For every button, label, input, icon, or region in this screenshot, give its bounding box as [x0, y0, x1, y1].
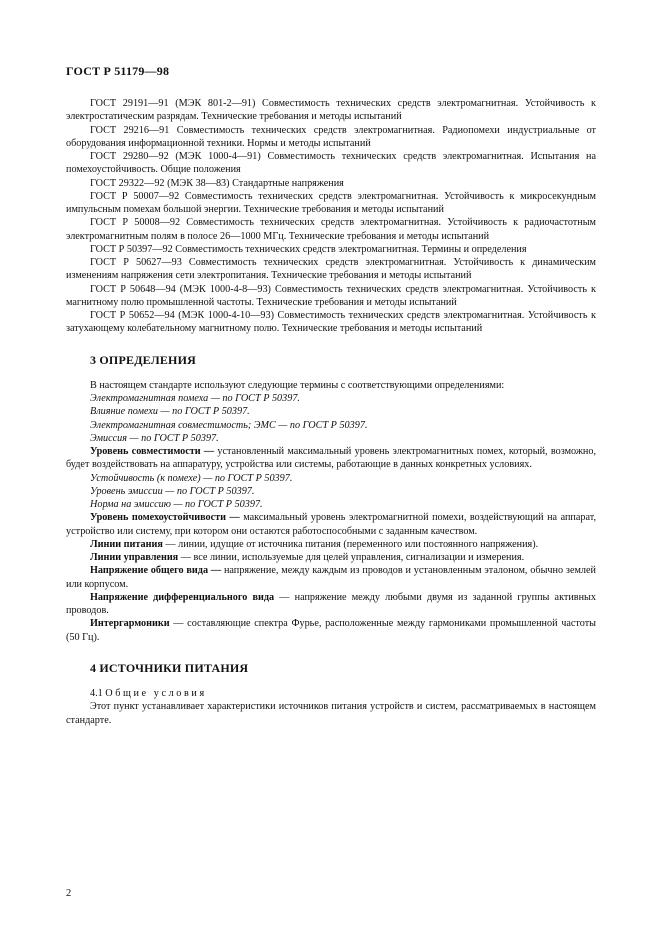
definition-item: [66, 511, 596, 538]
subsection-4-1-text: Этот пункт устанавливает характеристики источников питания устройств и систем, рассматриваемых в настоящем стандарте.: [66, 701, 596, 726]
definition-term: Напряжение общего вида —: [90, 565, 222, 577]
definitions-intro: В настоящем стандарте используют следующие термины с соответствующими определениями:: [90, 379, 505, 391]
section-3-heading: 3 ОПРЕДЕЛЕНИЯ: [90, 352, 196, 367]
term-reference: Электромагнитная совместимость; ЭМС — по ГОСТ Р 50397.: [90, 419, 368, 431]
definition-text: — все линии, используемые для целей управления, сигнализации и измерения.: [178, 552, 525, 563]
term-reference: Устойчивость (к помехе) — по ГОСТ Р 50397.: [90, 472, 293, 484]
definition-term: Напряжение дифференциального вида: [90, 591, 275, 603]
definition-term: Уровень помехоустойчивости —: [90, 512, 240, 524]
document-code-header: ГОСТ Р 51179—98: [66, 64, 170, 78]
reference-item: ГОСТ Р 50007—92 Совместимость технических средств электромагнитная. Устойчивость к микросекундным импульсным помехам большой энергии. Технические требования и методы испытаний: [66, 190, 596, 215]
reference-item: ГОСТ Р 50008—92 Совместимость технических средств электромагнитная. Устойчивость к радиочастотным электромагнитным полям в полосе 26—1000 МГц. Технические требования и методы испытаний: [66, 217, 596, 242]
definition-term: Уровень совместимости —: [90, 446, 215, 457]
definition-text: — составляющие спектра Фурье, расположенные между гармониками промышленной частоты (50 Гц).: [66, 618, 596, 643]
page-number: 2: [66, 888, 72, 899]
reference-item: ГОСТ Р 50627—93 Совместимость технических средств электромагнитная. Устойчивость к динамическим изменениям напряжения сети электропитания. Технические требования и методы испытаний: [66, 257, 596, 282]
term-reference: Уровень эмиссии — по ГОСТ Р 50397.: [90, 485, 255, 497]
term-reference: Норма на эмиссию — по ГОСТ Р 50397.: [90, 499, 263, 510]
term-reference: Электромагнитная помеха — по ГОСТ Р 50397.: [90, 393, 300, 404]
normative-references-list: [66, 97, 596, 336]
term-reference: Эмиссия — по ГОСТ Р 50397.: [90, 432, 219, 444]
subsection-number: 4.1: [90, 688, 103, 699]
definition-text: — линии, идущие от источника питания (переменного или постоянного напряжения).: [162, 538, 539, 550]
reference-item: ГОСТ 29191—91 (МЭК 801-2—91) Совместимость технических средств электромагнитная. Устойчивость к электростатическим разрядам. Технические требования и методы испытаний: [66, 98, 596, 123]
definition-term: Интергармоники: [90, 618, 170, 630]
definition-item: [66, 591, 596, 618]
term-reference: Влияние помехи — по ГОСТ Р 50397.: [90, 406, 250, 418]
definition-item: [66, 551, 596, 564]
definition-item: [66, 538, 596, 551]
definition-text: напряжение, между каждым из проводов и установленным эталоном, обычно землей или корпусом.: [66, 565, 596, 590]
page-content: [66, 97, 596, 727]
definition-compatibility-level: [66, 445, 596, 472]
reference-item: ГОСТ Р 50397—92 Совместимость технических средств электромагнитная. Термины и определения: [90, 243, 527, 255]
definition-term: Линии питания: [90, 538, 163, 550]
definition-item: [66, 617, 596, 644]
definition-text: максимальный уровень электромагнитной помехи, воздействующий на аппарат, устройство или систему, при котором они остаются работоспособными с заданным качеством.: [66, 512, 596, 537]
definition-term: Линии управления: [90, 552, 179, 563]
definition-text: установленный максимальный уровень электромагнитных помех, который, возможно, будет воздействовать на аппаратуру, устройства или системы, работающие в данных конкретных условиях.: [66, 446, 596, 471]
subsection-4-1-heading: [66, 687, 596, 700]
reference-item: ГОСТ Р 50648—94 (МЭК 1000-4-8—93) Совместимость технических средств электромагнитная. Устойчивость к магнитному полю промышленной частоты. Технические требования и методы испытаний: [66, 283, 596, 308]
definition-item: [66, 564, 596, 591]
reference-item: ГОСТ 29216—91 Совместимость технических средств электромагнитная. Радиопомехи индустриальные от оборудования информационной техники. Нормы и методы испытаний: [66, 124, 596, 149]
reference-item: ГОСТ 29280—92 (МЭК 1000-4—91) Совместимость технических средств электромагнитная. Испытания на помехоустойчивость. Общие положения: [66, 151, 596, 176]
reference-item: ГОСТ 29322—92 (МЭК 38—83) Стандартные напряжения: [90, 177, 344, 189]
section-4-heading: 4 ИСТОЧНИКИ ПИТАНИЯ: [90, 660, 249, 675]
subsection-title: Общие условия: [105, 688, 207, 699]
definition-text: — напряжение между любыми двумя из заданной группы активных проводов.: [66, 591, 596, 616]
reference-item: ГОСТ Р 50652—94 (МЭК 1000-4-10—93) Совместимость технических средств электромагнитная. Устойчивость к затухающему колебательному магнитному полю. Технические требования и методы испытаний: [66, 310, 596, 335]
